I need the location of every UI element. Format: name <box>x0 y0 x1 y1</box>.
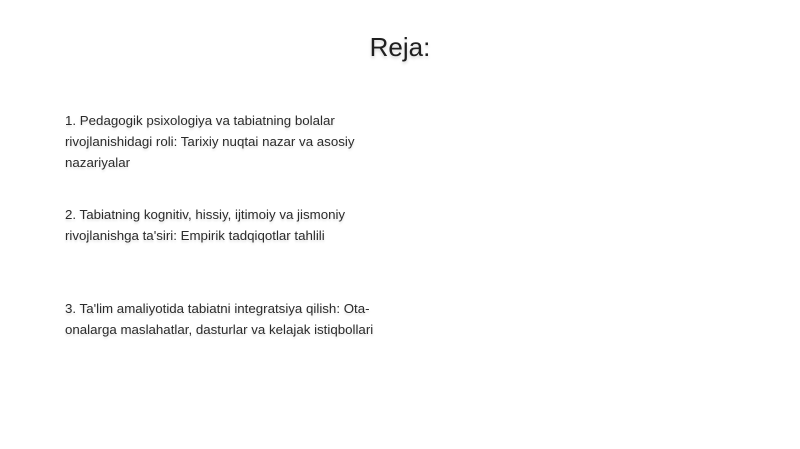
plan-item-2: 2. Tabiatning kognitiv, hissiy, ijtimoiy va jismoniy rivojlanishga ta'siri: Empirik tadqiqotlar tahlili <box>65 207 346 243</box>
slide-title: Reja: <box>369 32 431 62</box>
plan-item-3: 3. Ta'lim amaliyotida tabiatni integratsiya qilish: Ota-onalarga maslahatlar, dasturlar va kelajak istiqbollari <box>65 301 374 337</box>
plan-item-1: 1. Pedagogik psixologiya va tabiatning bolalar rivojlanishidagi roli: Tarixiy nuqtai nazar va asosiy nazariyalar <box>65 113 355 170</box>
